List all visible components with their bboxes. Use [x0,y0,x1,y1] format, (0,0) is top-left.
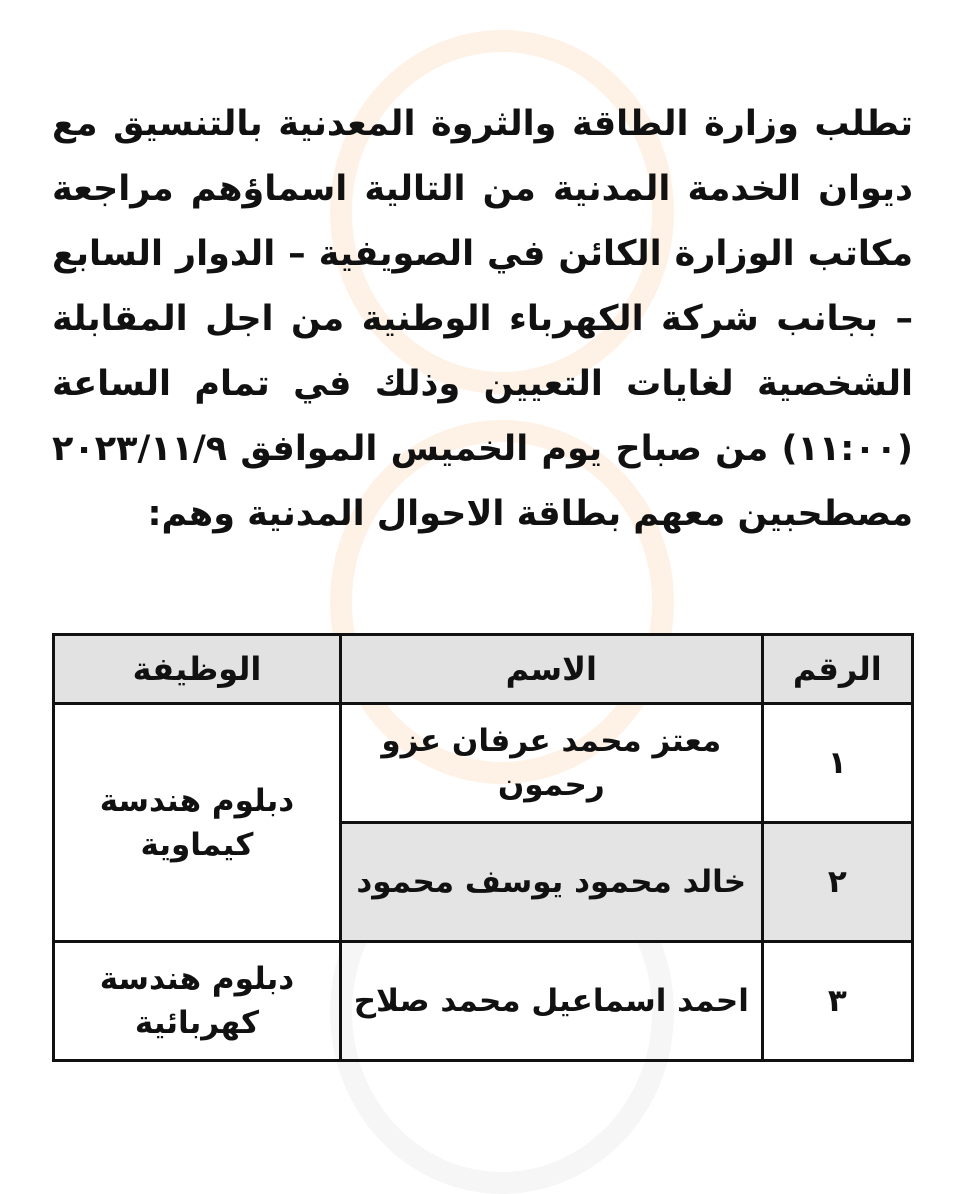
paragraph-line: (١١:٠٠) من صباح يوم الخميس الموافق ٢٠٢٣/١١/٩ [52,429,913,469]
cell-job: دبلوم هندسة كهربائية [54,942,341,1061]
cell-number: ١ [762,704,912,823]
cell-name: خالد محمود يوسف محمود [340,823,762,942]
paragraph-line: – بجانب شركة الكهرباء الوطنية من اجل المقابلة [52,299,913,339]
cell-name: معتز محمد عرفان عزو رحمون [340,704,762,823]
table-row [54,942,913,1061]
cell-number: ٢ [762,823,912,942]
cell-name: احمد اسماعيل محمد صلاح [340,942,762,1061]
paragraph-line: تطلب وزارة الطاقة والثروة المعدنية بالتنسيق مع [52,104,913,144]
cell-job: دبلوم هندسة كيماوية [54,704,341,942]
paragraph-line: مصطحبين معهم بطاقة الاحوال المدنية وهم: [147,494,913,534]
table-header-row [54,635,913,704]
header-job: الوظيفة [54,635,341,704]
paragraph-line: الشخصية لغايات التعيين وذلك في تمام الساعة [52,364,913,404]
paragraph-line: مكاتب الوزارة الكائن في الصويفية – الدوار السابع [52,234,913,274]
cell-number: ٣ [762,942,912,1061]
paragraph-line: ديوان الخدمة المدنية من التالية اسماؤهم مراجعة [52,169,913,209]
announcement-paragraph [52,92,913,547]
header-name: الاسم [340,635,762,704]
table-row [54,704,913,823]
candidates-table [52,633,914,1062]
header-number: الرقم [762,635,912,704]
